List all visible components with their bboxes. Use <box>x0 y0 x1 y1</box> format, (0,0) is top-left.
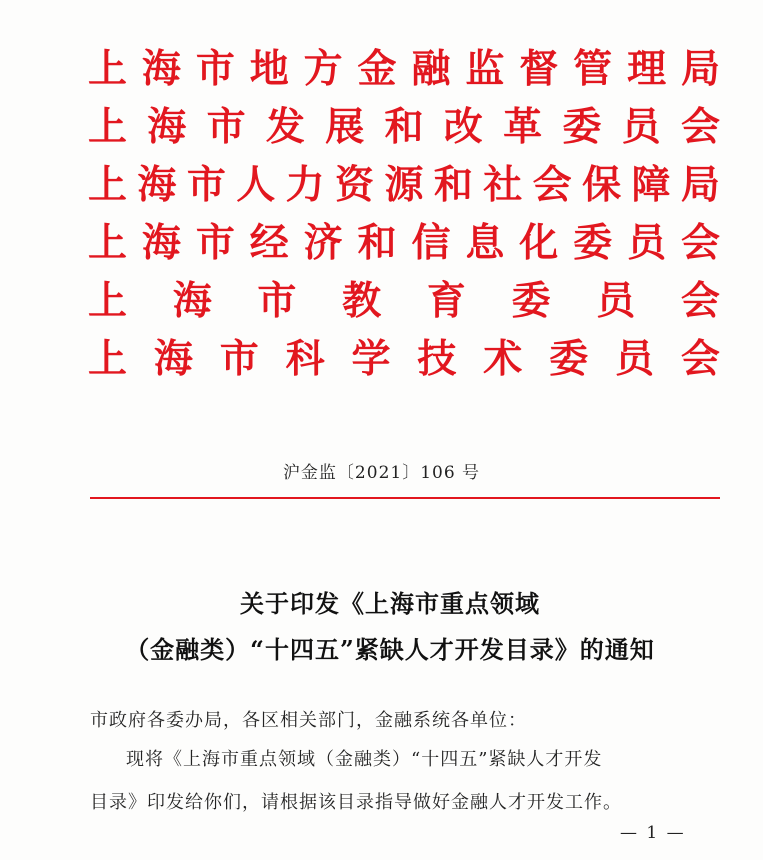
issuer-char: 局 <box>680 46 720 92</box>
issuer-char: 学 <box>351 336 391 382</box>
issuer-char: 市 <box>195 46 235 92</box>
issuer-char: 术 <box>483 336 523 382</box>
document-number: 沪金监〔2021〕106 号 <box>282 463 481 483</box>
issuer-char: 监 <box>465 46 505 92</box>
issuer-char: 力 <box>285 162 325 208</box>
body-paragraph-line-2: 目录》印发给你们，请根据该目录指导做好金融人才开发工作。 <box>90 792 622 813</box>
issuer-char: 海 <box>141 220 181 266</box>
issuer-line <box>88 156 720 214</box>
red-divider-line <box>90 497 720 499</box>
issuer-char: 督 <box>519 46 559 92</box>
issuer-char: 会 <box>680 278 720 324</box>
issuer-char: 委 <box>562 104 602 150</box>
issuer-char: 方 <box>303 46 343 92</box>
issuer-line <box>88 40 720 98</box>
body-paragraph-line-1: 现将《上海市重点领域（金融类）“十四五”紧缺人才开发 <box>126 749 603 770</box>
issuer-char: 上 <box>88 336 128 382</box>
issuer-char: 上 <box>88 162 128 208</box>
issuer-char: 改 <box>443 104 483 150</box>
salutation: 市政府各委办局，各区相关部门，金融系统各单位： <box>90 710 527 731</box>
issuer-char: 金 <box>357 46 397 92</box>
issuer-char: 市 <box>257 278 297 324</box>
issuer-char: 局 <box>680 162 720 208</box>
issuer-char: 员 <box>627 220 667 266</box>
issuer-char: 上 <box>88 46 128 92</box>
issuer-char: 员 <box>596 278 636 324</box>
issuer-char: 资 <box>335 162 375 208</box>
issuer-char: 育 <box>426 278 466 324</box>
document-title-line-2: （金融类）“十四五”紧缺人才开发目录》的通知 <box>125 635 655 664</box>
issuer-char: 障 <box>631 162 671 208</box>
issuer-char: 会 <box>532 162 572 208</box>
issuer-char: 革 <box>503 104 543 150</box>
issuer-char: 员 <box>615 336 655 382</box>
issuer-char: 发 <box>265 104 305 150</box>
issuer-line <box>88 98 720 156</box>
issuer-char: 市 <box>219 336 259 382</box>
issuer-char: 和 <box>433 162 473 208</box>
issuer-char: 会 <box>680 220 720 266</box>
issuer-char: 海 <box>147 104 187 150</box>
issuing-authorities-header <box>88 40 720 388</box>
issuer-char: 和 <box>357 220 397 266</box>
issuer-char: 管 <box>573 46 613 92</box>
issuer-char: 海 <box>172 278 212 324</box>
issuer-char: 上 <box>88 104 128 150</box>
issuer-char: 保 <box>582 162 622 208</box>
issuer-char: 展 <box>325 104 365 150</box>
issuer-char: 技 <box>417 336 457 382</box>
issuer-char: 教 <box>342 278 382 324</box>
issuer-char: 委 <box>573 220 613 266</box>
issuer-char: 市 <box>195 220 235 266</box>
issuer-char: 信 <box>411 220 451 266</box>
issuer-char: 会 <box>680 104 720 150</box>
issuer-char: 融 <box>411 46 451 92</box>
issuer-char: 济 <box>303 220 343 266</box>
issuer-char: 委 <box>549 336 589 382</box>
issuer-char: 市 <box>206 104 246 150</box>
issuer-char: 海 <box>153 336 193 382</box>
issuer-char: 科 <box>285 336 325 382</box>
issuer-char: 市 <box>186 162 226 208</box>
issuer-char: 上 <box>88 278 128 324</box>
issuer-line <box>88 272 720 330</box>
issuer-char: 经 <box>249 220 289 266</box>
page-number: — 1 — <box>620 823 686 843</box>
issuer-char: 海 <box>137 162 177 208</box>
issuer-char: 社 <box>483 162 523 208</box>
issuer-char: 海 <box>141 46 181 92</box>
issuer-line <box>88 330 720 388</box>
issuer-char: 上 <box>88 220 128 266</box>
issuer-line <box>88 214 720 272</box>
issuer-char: 和 <box>384 104 424 150</box>
issuer-char: 源 <box>384 162 424 208</box>
issuer-char: 委 <box>511 278 551 324</box>
issuer-char: 化 <box>519 220 559 266</box>
document-title-line-1: 关于印发《上海市重点领域 <box>240 589 540 618</box>
issuer-char: 会 <box>680 336 720 382</box>
issuer-char: 地 <box>249 46 289 92</box>
issuer-char: 息 <box>465 220 505 266</box>
issuer-char: 理 <box>627 46 667 92</box>
issuer-char: 员 <box>621 104 661 150</box>
issuer-char: 人 <box>236 162 276 208</box>
